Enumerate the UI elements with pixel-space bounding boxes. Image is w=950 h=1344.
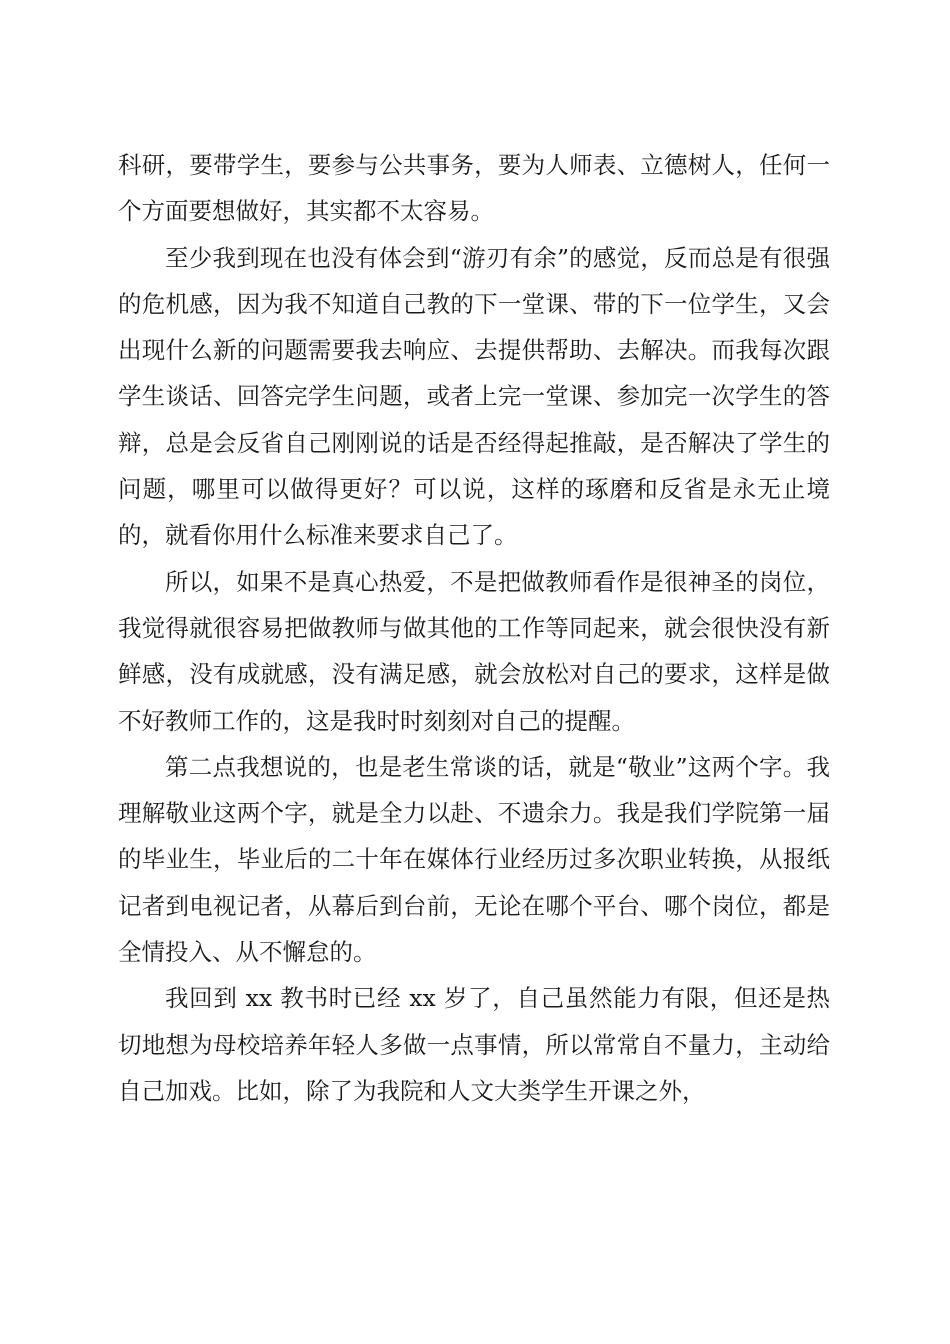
paragraph-3: 所以，如果不是真心热爱，不是把做教师看作是很神圣的岗位，我觉得就很容易把做教师与做其他的工作等同起来，就会很快没有新鲜感，没有成就感，没有满足感，就会放松对自己的要求，这样是做不好教师工作的，这是我时时刻刻对自己的提醒。	[118, 567, 830, 735]
paragraph-5: 我回到 xx 教书时已经 xx 岁了，自己虽然能力有限，但还是热切地想为母校培养年轻人多做一点事情，所以常常自不量力，主动给自己加戏。比如，除了为我院和人文大类学生开课之外，	[118, 984, 830, 1105]
document-body	[118, 142, 830, 1114]
paragraph-1: 科研，要带学生，要参与公共事务，要为人师表、立德树人，任何一个方面要想做好，其实都不太容易。	[118, 151, 830, 226]
paragraph-4: 第二点我想说的，也是老生常谈的话，就是“敬业”这两个字。我理解敬业这两个字，就是全力以赴、不遗余力。我是我们学院第一届的毕业生，毕业后的二十年在媒体行业经历过多次职业转换，从报纸记者到电视记者，从幕后到台前，无论在哪个平台、哪个岗位，都是全情投入、从不懈怠的。	[118, 752, 830, 967]
paragraph-2: 至少我到现在也没有体会到“游刃有余”的感觉，反而总是有很强的危机感，因为我不知道自己教的下一堂课、带的下一位学生，又会出现什么新的问题需要我去响应、去提供帮助、去解决。而我每次跟学生谈话、回答完学生问题，或者上完一堂课、参加完一次学生的答辩，总是会反省自己刚刚说的话是否经得起推敲，是否解决了学生的问题，哪里可以做得更好？可以说，这样的琢磨和反省是永无止境的，就看你用什么标准来要求自己了。	[118, 243, 830, 550]
